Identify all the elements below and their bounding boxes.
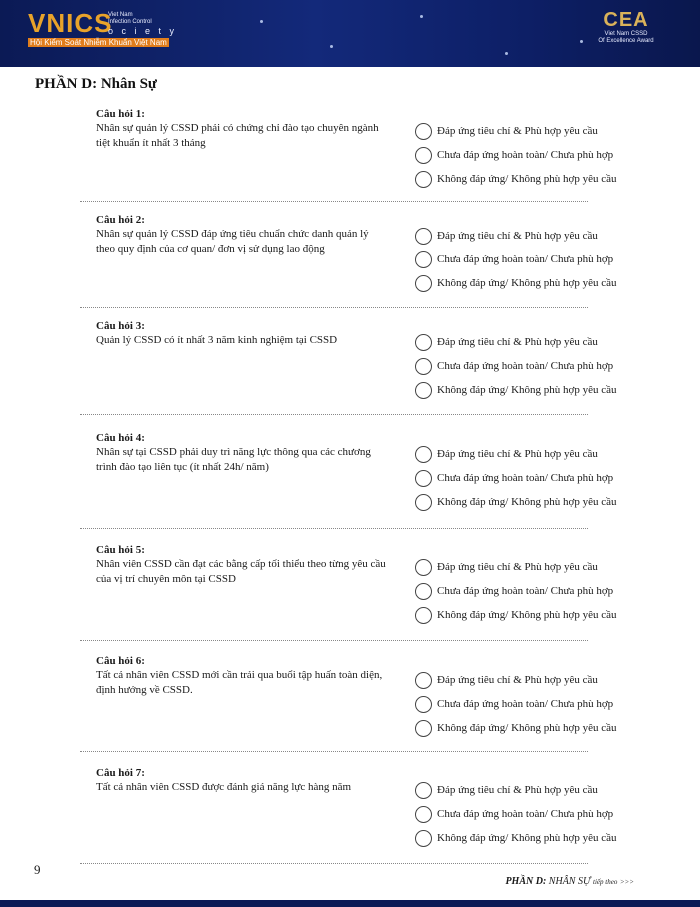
option-label: Đáp ứng tiêu chí & Phù hợp yêu cầu — [437, 448, 598, 460]
question-label: Câu hỏi 7: — [96, 767, 145, 779]
question-text: Nhân sự quản lý CSSD đáp ứng tiêu chuẩn chức danh quản lý theo quy định của cơ quan/ đơn vị sử dụng lao động — [96, 228, 369, 255]
question-block — [80, 432, 617, 529]
question-label: Câu hỏi 2: — [96, 214, 145, 226]
vnics-tagline: Hội Kiểm Soát Nhiễm Khuẩn Việt Nam — [30, 38, 167, 47]
option-label: Không đáp ứng/ Không phù hợp yêu cầu — [437, 832, 617, 844]
option-meets[interactable] — [415, 332, 598, 352]
radio-button[interactable] — [415, 251, 432, 268]
option-label: Không đáp ứng/ Không phù hợp yêu cầu — [437, 384, 617, 396]
option-fails[interactable] — [415, 492, 617, 512]
radio-button[interactable] — [415, 470, 432, 487]
radio-button[interactable] — [415, 228, 432, 245]
vnics-subtitle — [108, 12, 178, 36]
option-fails[interactable] — [415, 718, 617, 738]
footer-bar — [0, 900, 700, 907]
question-text: Tất cả nhân viên CSSD mới cần trải qua buổi tập huấn toàn diện, định hướng về CSSD. — [96, 669, 383, 696]
page-number: 9 — [34, 862, 41, 877]
option-partial[interactable] — [415, 356, 613, 376]
option-fails[interactable] — [415, 380, 617, 400]
radio-button[interactable] — [415, 782, 432, 799]
question-label: Câu hỏi 6: — [96, 655, 145, 667]
vnics-sub-line2: Infection Control — [108, 19, 152, 25]
question-text: Quản lý CSSD có ít nhất 3 năm kinh nghiệm tại CSSD — [96, 334, 338, 346]
cea-sub-line1: Viet Nam CSSD — [604, 31, 648, 37]
footer-section-prefix: PHẦN D: — [505, 876, 547, 887]
question-block — [80, 214, 617, 308]
footer-continuation — [505, 876, 634, 887]
option-partial[interactable] — [415, 581, 613, 601]
option-label: Đáp ứng tiêu chí & Phù hợp yêu cầu — [437, 674, 598, 686]
section-title: PHẦN D: Nhân Sự — [35, 76, 157, 92]
option-label: Chưa đáp ứng hoàn toàn/ Chưa phù hợp — [437, 808, 614, 820]
option-label: Đáp ứng tiêu chí & Phù hợp yêu cầu — [437, 561, 598, 573]
question-label: Câu hỏi 4: — [96, 432, 145, 444]
radio-button[interactable] — [415, 334, 432, 351]
option-label: Không đáp ứng/ Không phù hợp yêu cầu — [437, 496, 617, 508]
option-label: Chưa đáp ứng hoàn toàn/ Chưa phù hợp — [437, 698, 614, 710]
option-label: Chưa đáp ứng hoàn toàn/ Chưa phù hợp — [437, 472, 614, 484]
question-label: Câu hỏi 5: — [96, 544, 145, 556]
option-label: Chưa đáp ứng hoàn toàn/ Chưa phù hợp — [437, 149, 614, 161]
vnics-sub-line1: Viet Nam — [108, 12, 133, 18]
radio-button[interactable] — [415, 583, 432, 600]
vnics-sub-line3: o c i e t y — [108, 26, 178, 36]
option-label: Chưa đáp ứng hoàn toàn/ Chưa phù hợp — [437, 360, 614, 372]
question-block — [80, 108, 617, 202]
radio-button[interactable] — [415, 275, 432, 292]
option-label: Không đáp ứng/ Không phù hợp yêu cầu — [437, 277, 617, 289]
question-text: Nhân viên CSSD cần đạt các bằng cấp tối thiểu theo từng yêu cầu của vị trí chuyên môn tại CSSD — [96, 558, 386, 585]
cea-brand: CEA — [603, 9, 649, 31]
option-meets[interactable] — [415, 444, 598, 464]
option-meets[interactable] — [415, 670, 598, 690]
decor-star — [420, 15, 423, 18]
option-label: Chưa đáp ứng hoàn toàn/ Chưa phù hợp — [437, 253, 614, 265]
option-fails[interactable] — [415, 828, 617, 848]
vnics-brand: VNICS — [28, 8, 113, 38]
option-partial[interactable] — [415, 145, 613, 165]
decor-star — [330, 45, 333, 48]
question-block — [80, 655, 617, 752]
option-fails[interactable] — [415, 169, 617, 189]
radio-button[interactable] — [415, 672, 432, 689]
cea-logo — [576, 9, 676, 45]
question-block — [80, 767, 617, 864]
option-label: Đáp ứng tiêu chí & Phù hợp yêu cầu — [437, 336, 598, 348]
radio-button[interactable] — [415, 720, 432, 737]
radio-button[interactable] — [415, 123, 432, 140]
option-meets[interactable] — [415, 780, 598, 800]
option-partial[interactable] — [415, 694, 613, 714]
page-header — [0, 0, 700, 67]
radio-button[interactable] — [415, 171, 432, 188]
radio-button[interactable] — [415, 147, 432, 164]
radio-button[interactable] — [415, 382, 432, 399]
option-label: Đáp ứng tiêu chí & Phù hợp yêu cầu — [437, 125, 598, 137]
radio-button[interactable] — [415, 806, 432, 823]
option-partial[interactable] — [415, 804, 613, 824]
decor-star — [260, 20, 263, 23]
question-block — [80, 320, 617, 415]
option-fails[interactable] — [415, 605, 617, 625]
option-label: Không đáp ứng/ Không phù hợp yêu cầu — [437, 173, 617, 185]
question-text: Tất cả nhân viên CSSD được đánh giá năng lực hàng năm — [96, 781, 352, 793]
radio-button[interactable] — [415, 559, 432, 576]
radio-button[interactable] — [415, 696, 432, 713]
question-block — [80, 544, 617, 641]
option-meets[interactable] — [415, 121, 598, 141]
question-text: Nhân sự quản lý CSSD phải có chứng chỉ đào tạo chuyên ngành tiệt khuẩn ít nhất 3 tháng — [96, 122, 379, 149]
question-label: Câu hỏi 1: — [96, 108, 145, 120]
option-fails[interactable] — [415, 273, 617, 293]
option-partial[interactable] — [415, 468, 613, 488]
footer-arrows: >>> — [619, 878, 634, 886]
option-label: Chưa đáp ứng hoàn toàn/ Chưa phù hợp — [437, 585, 614, 597]
decor-star — [505, 52, 508, 55]
option-meets[interactable] — [415, 226, 598, 246]
cea-sub-line2: Of Excellence Award — [598, 38, 654, 44]
question-label: Câu hỏi 3: — [96, 320, 145, 332]
option-partial[interactable] — [415, 249, 613, 269]
radio-button[interactable] — [415, 607, 432, 624]
radio-button[interactable] — [415, 446, 432, 463]
radio-button[interactable] — [415, 830, 432, 847]
option-meets[interactable] — [415, 557, 598, 577]
radio-button[interactable] — [415, 358, 432, 375]
footer-section-name: NHÂN SỰ — [548, 876, 591, 887]
radio-button[interactable] — [415, 494, 432, 511]
footer-continued-note: tiếp theo — [593, 878, 618, 886]
question-text: Nhân sự tại CSSD phải duy trì năng lực thông qua các chương trình đào tạo liên tục (ít nhất 24h/ năm) — [96, 446, 371, 473]
option-label: Đáp ứng tiêu chí & Phù hợp yêu cầu — [437, 784, 598, 796]
option-label: Không đáp ứng/ Không phù hợp yêu cầu — [437, 609, 617, 621]
option-label: Không đáp ứng/ Không phù hợp yêu cầu — [437, 722, 617, 734]
option-label: Đáp ứng tiêu chí & Phù hợp yêu cầu — [437, 230, 598, 242]
